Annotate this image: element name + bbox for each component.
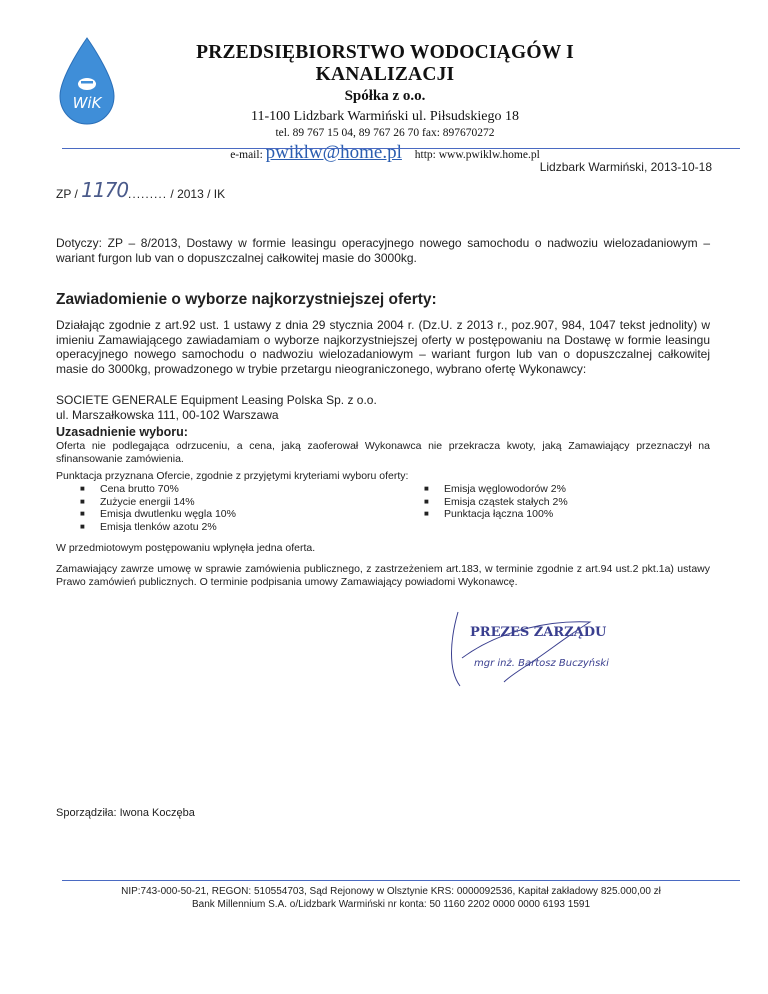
- subject-paragraph: Dotyczy: ZP – 8/2013, Dostawy w formie leasingu operacyjnego nowego samochodu o nadwoziu wielozadaniowym – wariant furgon lub van o dopuszczalnej całkowitej masie do 3000kg.: [56, 236, 710, 265]
- email-label: e-mail:: [230, 149, 263, 161]
- list-item: [80, 508, 236, 521]
- criterion-label: Emisja tlenków azotu 2%: [100, 520, 217, 533]
- list-item: [80, 483, 236, 496]
- company-form: Spółka z o.o.: [344, 88, 426, 104]
- footer-line-2: Bank Millennium S.A. o/Lidzbark Warmiński nr konta: 50 1160 2202 0000 0000 6193 1591: [191, 898, 591, 910]
- criteria-list-left: [80, 483, 236, 533]
- criterion-label: Emisja dwutlenku węgla 10%: [100, 508, 236, 520]
- reference-prefix: ZP /: [56, 187, 78, 201]
- footer-line-1: NIP:743-000-50-21, REGON: 510554703, Sąd Rejonowy w Olsztynie KRS: 0000092536, Kapitał zakładowy 825.000,00 zł: [121, 886, 661, 897]
- signature-stamp: [440, 600, 640, 690]
- handwritten-number: 1170: [81, 178, 129, 202]
- body-paragraph: Działając zgodnie z art.92 ust. 1 ustawy z dnia 29 stycznia 2004 r. (Dz.U. z 2013 r., poz.907, 984, 1047 tekst jednolity) w imieniu Zamawiającego zawiadamiam o wyborze najkorzystniejszej oferty w postępowaniu na Dostawę w formie leasingu operacyjnego nowego samochodu o nadwoziu wielozadaniowym – wariant furgon lub van o dopuszczalnej całkowitej masie do 3000kg, prowadzonego w trybie przetargu nieograniczonego, wybrano ofertę Wykonawcy:: [56, 318, 710, 376]
- list-item: [80, 496, 236, 509]
- list-item: [424, 508, 568, 521]
- criteria-list-right: [424, 483, 568, 521]
- bullet: ■: [80, 484, 85, 493]
- stamp-title: PREZES ZARZĄDU: [470, 625, 607, 640]
- date-line: Lidzbark Warmiński, 2013-10-18: [539, 160, 712, 174]
- criterion-label: Emisja cząstek stałych 2%: [444, 495, 568, 508]
- bullet: ■: [424, 496, 429, 506]
- criteria-intro: Punktacja przyznana Ofercie, zgodnie z przyjętymi kryteriami wyboru oferty:: [56, 470, 409, 482]
- winner-name: SOCIETE GENERALE Equipment Leasing Polska Sp. z o.o.: [56, 393, 377, 407]
- bullet: ■: [80, 521, 85, 531]
- criterion-label: Cena brutto 70%: [100, 483, 179, 495]
- criterion-label: Zużycie energii 14%: [100, 495, 195, 508]
- stamp-name: mgr inż. Bartosz Buczyński: [474, 658, 609, 669]
- bullet: ■: [80, 509, 85, 518]
- footer: [56, 886, 726, 911]
- list-item: [424, 496, 568, 509]
- reference-suffix: / 2013 / IK: [170, 187, 226, 201]
- reference-number: [56, 178, 225, 202]
- justification-text: Oferta nie podlegająca odrzuceniu, a cena, jaką zaoferował Wykonawca nie przekracza kwoty, jaką Zamawiający przeznaczył na sfinansowanie zamówienia.: [56, 440, 710, 465]
- notice-title: Zawiadomienie o wyborze najkorzystniejszej oferty:: [56, 291, 437, 308]
- email-link[interactable]: pwiklw@home.pl: [265, 142, 402, 163]
- contract-note: Zamawiający zawrze umowę w sprawie zamówienia publicznego, z zastrzeżeniem art.183, w terminie zgodnie z art.94 ust.2 pkt.1a) ustawy Prawo zamówień publicznych. O terminie podpisania umowy Zamawiający powiadomi Wykonawcę.: [56, 563, 710, 588]
- offers-note: W przedmiotowym postępowaniu wpłynęła jedna oferta.: [56, 542, 316, 554]
- website-text: http: www.pwiklw.home.pl: [414, 149, 540, 161]
- winner-address: ul. Marszałkowska 111, 00-102 Warszawa: [56, 407, 279, 422]
- logo-text: WiK: [72, 94, 102, 112]
- bullet: ■: [424, 484, 429, 493]
- bullet: ■: [80, 496, 85, 506]
- prepared-by: Sporządziła: Iwona Koczęba: [56, 807, 195, 819]
- company-phone: tel. 89 767 15 04, 89 767 26 70 fax: 897670272: [275, 127, 495, 139]
- justification-title: Uzasadnienie wyboru:: [56, 425, 188, 439]
- winner-block: [56, 393, 377, 422]
- criterion-label: Punktacja łączna 100%: [444, 508, 554, 520]
- criterion-label: Emisja węglowodorów 2%: [444, 483, 566, 495]
- header-divider: [62, 148, 740, 149]
- list-item: [424, 483, 568, 496]
- reference-dots: .........: [128, 187, 168, 201]
- footer-divider: [62, 880, 740, 881]
- letterhead: [130, 42, 640, 164]
- list-item: [80, 521, 236, 534]
- company-name: PRZEDSIĘBIORSTWO WODOCIĄGÓW I KANALIZACJI: [196, 42, 574, 85]
- bullet: ■: [424, 509, 429, 518]
- company-address: 11-100 Lidzbark Warmiński ul. Piłsudskiego 18: [251, 109, 519, 124]
- water-drop-logo-icon: [52, 36, 122, 128]
